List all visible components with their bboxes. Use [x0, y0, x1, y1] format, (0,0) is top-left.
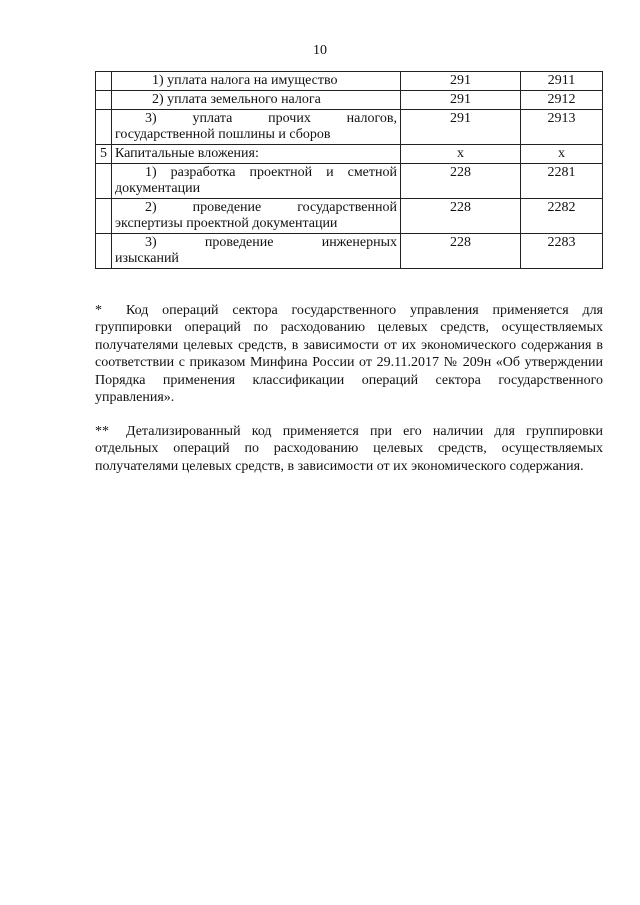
row-description-cell	[112, 110, 401, 145]
table-row	[96, 145, 603, 164]
row-code-cell: 2913	[521, 110, 603, 145]
row-description-line: Капитальные вложения:	[115, 146, 259, 161]
footnote-text: Детализированный код применяется при его наличии для группировки отдельных операций по расходованию целевых средств, осуществляемых получателями целевых средств, в зависимости от их экономического содержания.	[95, 424, 603, 474]
row-description-line: документации	[115, 181, 201, 196]
table-row	[96, 199, 603, 234]
row-kosgu-cell: 228	[401, 199, 521, 234]
row-description-line: 2) уплата земельного налога	[152, 92, 321, 107]
row-number-cell	[96, 91, 112, 110]
row-kosgu-cell: 291	[401, 72, 521, 91]
row-code-cell: x	[521, 145, 603, 164]
row-kosgu-cell: 228	[401, 234, 521, 269]
table-row	[96, 164, 603, 199]
footnote-kosgu	[95, 302, 603, 406]
row-kosgu-cell: 291	[401, 91, 521, 110]
footnote-marker: **	[95, 424, 109, 439]
row-number-cell	[96, 110, 112, 145]
row-description-cell	[112, 234, 401, 269]
row-description-cell	[112, 145, 401, 164]
row-description-line: 3) уплата прочих налогов,	[145, 111, 397, 126]
row-number-cell	[96, 234, 112, 269]
footnote-paragraph	[95, 302, 603, 406]
row-code-cell: 2283	[521, 234, 603, 269]
row-kosgu-cell: x	[401, 145, 521, 164]
row-number-cell	[96, 164, 112, 199]
row-number-cell: 5	[96, 145, 112, 164]
row-description-cell	[112, 164, 401, 199]
footnote-text: Код операций сектора государственного управления применяется для группировки операций по расходованию целевых средств, осуществляемых получателями целевых средств, в зависимости от их экономического содержания в соответствии с приказом Минфина России от 29.11.2017 № 209н «Об утверждении Порядка применения классификации операций сектора государственного управления».	[95, 303, 603, 406]
table-row	[96, 234, 603, 269]
row-code-cell: 2912	[521, 91, 603, 110]
page-number: 10	[313, 43, 327, 58]
row-description-line: 1) уплата налога на имущество	[152, 73, 338, 88]
row-kosgu-cell: 228	[401, 164, 521, 199]
row-kosgu-cell: 291	[401, 110, 521, 145]
row-description-line: изысканий	[115, 251, 179, 266]
footnote-detailed-code	[95, 423, 603, 475]
footnote-paragraph	[95, 423, 603, 475]
table-row	[96, 72, 603, 91]
row-description-line: 3) проведение инженерных	[145, 235, 397, 250]
row-description-line: 2) проведение государственной	[145, 200, 397, 215]
table-row	[96, 91, 603, 110]
row-description-line: государственной пошлины и сборов	[115, 127, 331, 142]
row-description-line: 1) разработка проектной и сметной	[145, 165, 397, 180]
footnote-marker: *	[95, 303, 102, 318]
row-code-cell: 2911	[521, 72, 603, 91]
row-code-cell: 2281	[521, 164, 603, 199]
row-description-cell	[112, 72, 401, 91]
row-description-line: экспертизы проектной документации	[115, 216, 338, 231]
codes-table	[95, 71, 603, 269]
row-number-cell	[96, 72, 112, 91]
row-description-cell	[112, 91, 401, 110]
table-row	[96, 110, 603, 145]
row-number-cell	[96, 199, 112, 234]
row-description-cell	[112, 199, 401, 234]
row-code-cell: 2282	[521, 199, 603, 234]
